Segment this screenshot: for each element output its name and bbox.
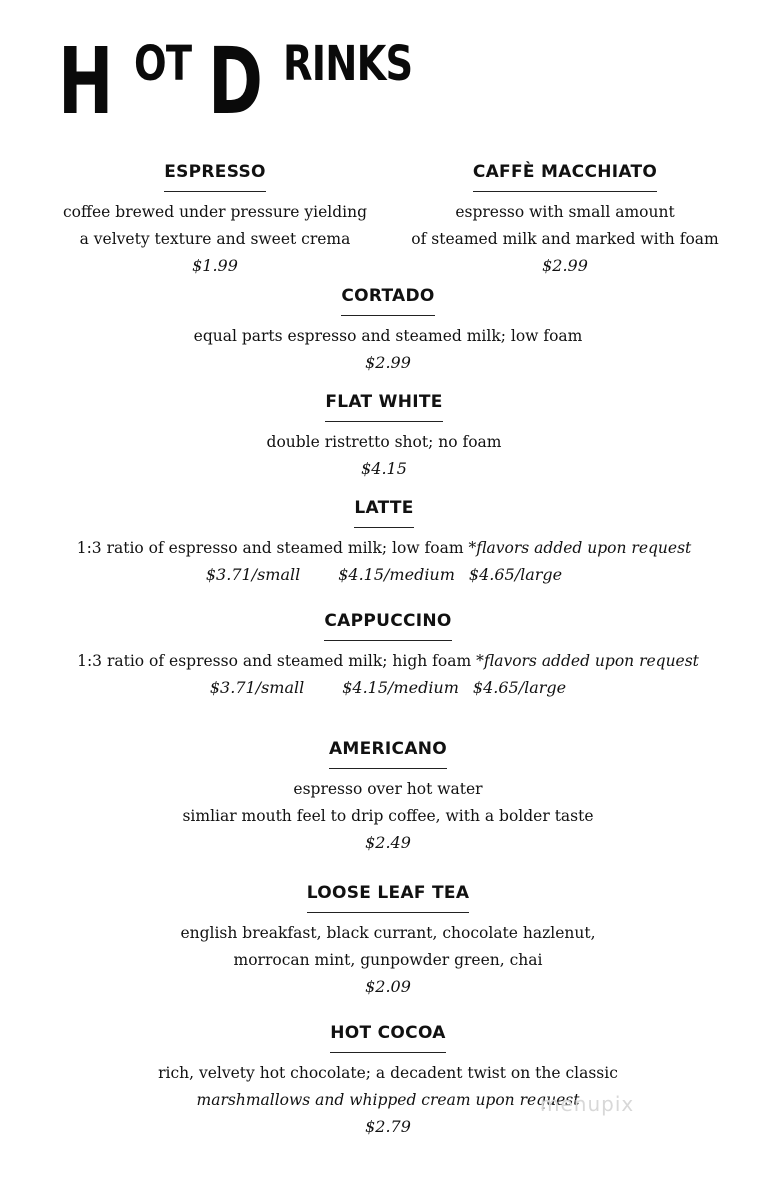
item-price: $2.99 xyxy=(542,256,588,275)
flavor-note: *flavors added upon request xyxy=(476,652,699,670)
item-price: $2.79 xyxy=(365,1117,411,1136)
item-price: $2.09 xyxy=(365,977,411,996)
item-description: of steamed milk and marked with foam xyxy=(411,230,719,248)
title-word-drinks xyxy=(208,28,448,135)
item-description: coffee brewed under pressure yielding xyxy=(62,203,368,221)
item-name: CAFFÈ MACCHIATO xyxy=(473,162,657,192)
item-description-text: 1:3 ratio of espresso and steamed milk; low foam xyxy=(76,539,464,557)
item-description: espresso over hot water xyxy=(293,780,483,798)
item-price: $4.15 xyxy=(361,459,407,478)
title-initial-d: D xyxy=(208,28,263,135)
item-name: CAPPUCCINO xyxy=(324,611,451,641)
flavor-note: *flavors added upon request xyxy=(468,539,692,557)
menu-item-americano xyxy=(0,739,768,856)
item-name: LATTE xyxy=(354,498,413,528)
item-description: morrocan mint, gunpowder green, chai xyxy=(233,951,543,969)
menu-item-cortado xyxy=(0,286,768,376)
item-price: $2.49 xyxy=(365,833,411,852)
item-description: english breakfast, black currant, chocolate hazlenut, xyxy=(180,924,596,942)
price-large: $4.65/large xyxy=(472,678,567,697)
item-description xyxy=(0,648,768,675)
menu-item-loose-leaf-tea xyxy=(0,883,768,1000)
item-name: AMERICANO xyxy=(329,739,447,769)
item-price: $2.99 xyxy=(365,353,411,372)
menu-item-latte xyxy=(0,498,768,588)
price-medium: $4.15/medium xyxy=(338,565,455,584)
menu-item-hot-cocoa xyxy=(0,1023,768,1140)
title-initial-h: H xyxy=(58,28,113,135)
menu-item-cappuccino xyxy=(0,611,768,701)
menu-item-caffe-macchiato xyxy=(380,162,750,279)
item-name: CORTADO xyxy=(341,286,434,316)
item-description: a velvety texture and sweet crema xyxy=(79,230,351,248)
item-description: espresso with small amount xyxy=(455,203,675,221)
price-small: $3.71/small xyxy=(209,678,305,697)
item-price: $1.99 xyxy=(192,256,238,275)
title-rest-ot: OT xyxy=(134,36,192,92)
item-description: simliar mouth feel to drip coffee, with a bolder taste xyxy=(182,807,594,825)
menu-item-espresso xyxy=(30,162,400,279)
item-description: equal parts espresso and steamed milk; low foam xyxy=(193,327,583,345)
item-description xyxy=(0,535,768,562)
watermark: menupix xyxy=(540,1092,635,1116)
price-small: $3.71/small xyxy=(205,565,301,584)
item-name: FLAT WHITE xyxy=(325,392,442,422)
item-description: rich, velvety hot chocolate; a decadent twist on the classic xyxy=(158,1064,618,1082)
item-description: marshmallows and whipped cream upon request xyxy=(196,1091,580,1109)
item-name: LOOSE LEAF TEA xyxy=(307,883,470,913)
item-prices xyxy=(0,562,768,588)
title-rest-rinks: RINKS xyxy=(283,36,413,92)
item-prices xyxy=(0,675,768,701)
price-medium: $4.15/medium xyxy=(342,678,459,697)
item-description-text: 1:3 ratio of espresso and steamed milk; high foam xyxy=(77,652,472,670)
item-name: HOT COCOA xyxy=(330,1023,445,1053)
price-large: $4.65/large xyxy=(468,565,563,584)
title-word-hot xyxy=(58,28,208,135)
item-name: ESPRESSO xyxy=(164,162,266,192)
item-description: double ristretto shot; no foam xyxy=(266,433,502,451)
menu-item-flat-white xyxy=(0,392,768,482)
